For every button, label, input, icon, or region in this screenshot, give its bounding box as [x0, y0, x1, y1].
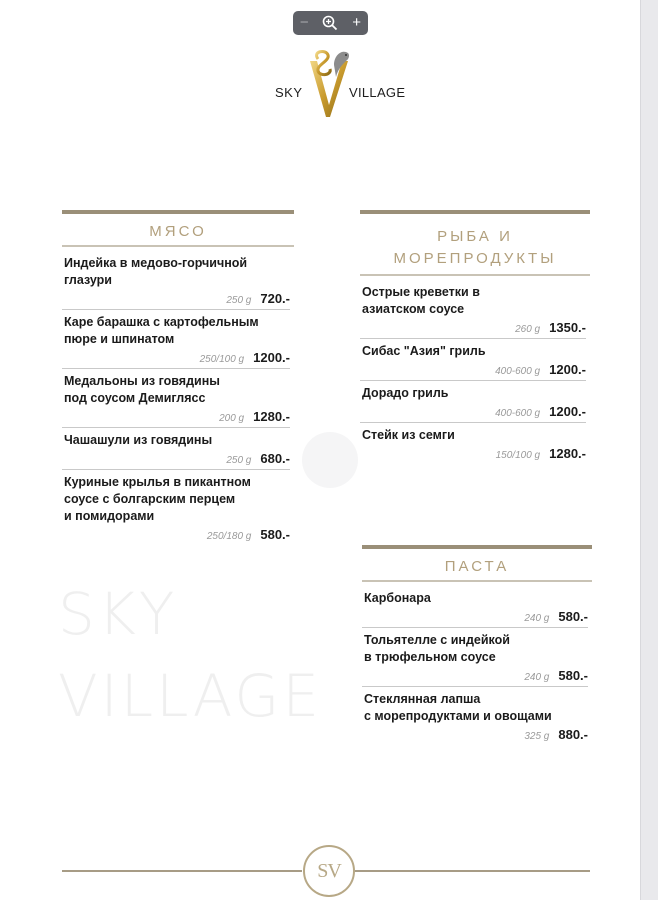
item-name: Карбонара [364, 591, 431, 605]
footer-rule-left [62, 870, 302, 872]
item-price: 580.- [558, 668, 588, 683]
item-name: Острые креветки в азиатском соусе [362, 285, 480, 316]
menu-item [362, 590, 592, 628]
item-weight: 400-600 g [495, 408, 541, 419]
section-under-rule [62, 245, 294, 247]
item-weight: 240 g [524, 613, 550, 624]
menu-item [360, 427, 590, 464]
magnifier-icon [322, 15, 338, 31]
menu-item [360, 343, 590, 381]
section-title: РЫБА И МОРЕПРОДУКТЫ [393, 228, 557, 267]
item-name: Каре барашка с картофельным пюре и шпинатом [64, 315, 259, 346]
zoom-out-button[interactable]: − [299, 14, 309, 31]
item-name: Медальоны из говядины под соусом Демиглясс [64, 374, 220, 405]
item-weight: 325 g [524, 731, 550, 742]
divider [362, 686, 588, 687]
item-name: Чашашули из говядины [64, 433, 213, 447]
divider [360, 338, 586, 339]
section-under-rule [360, 274, 590, 276]
item-weight: 200 g [219, 413, 245, 424]
logo-word-sky: SKY [275, 85, 303, 100]
item-price: 1200.- [549, 404, 586, 419]
item-weight: 250 g [226, 295, 252, 306]
sv-badge-logo: SV [303, 845, 355, 897]
section-meat [62, 210, 294, 545]
item-name: Куриные крылья в пикантном соусе с болгарским перцем и помидорами [64, 475, 251, 523]
footer-rule-right [354, 870, 590, 872]
item-name: Индейка в медово-горчичной глазури [64, 256, 248, 287]
menu-item [62, 314, 294, 369]
item-name: Стеклянная лапша с морепродуктами и овощами [364, 692, 552, 723]
logo-word-village: VILLAGE [349, 85, 406, 100]
item-name: Тольятелле с индейкой в трюфельном соусе [364, 633, 510, 664]
watermark-sky: SKY [58, 580, 178, 648]
item-price: 720.- [260, 291, 290, 306]
item-price: 580.- [260, 527, 290, 542]
item-weight: 250/100 g [199, 354, 245, 365]
menu-item [362, 632, 592, 687]
divider [62, 427, 290, 428]
section-fish [360, 210, 590, 464]
divider [360, 422, 586, 423]
item-price: 580.- [558, 609, 588, 624]
watermark-village: VILLAGE [58, 662, 322, 730]
menu-item [360, 284, 590, 339]
item-price: 1200.- [549, 362, 586, 377]
divider [62, 368, 290, 369]
brand-logo [270, 45, 410, 125]
divider [62, 309, 290, 310]
item-weight: 260 g [515, 324, 541, 335]
menu-item [62, 432, 294, 470]
item-name: Дорадо гриль [362, 386, 449, 400]
item-price: 1280.- [549, 446, 586, 461]
item-price: 1200.- [253, 350, 290, 365]
zoom-reset-button[interactable] [322, 15, 338, 31]
menu-item [62, 373, 294, 428]
item-name: Сибас "Азия" гриль [362, 344, 486, 358]
section-under-rule [362, 580, 592, 582]
menu-item [360, 385, 590, 423]
divider [360, 380, 586, 381]
divider [362, 627, 588, 628]
item-weight: 250 g [226, 455, 252, 466]
menu-item [362, 691, 592, 745]
zoom-in-button[interactable]: + [352, 14, 362, 31]
item-price: 1280.- [253, 409, 290, 424]
section-title: МЯСО [149, 223, 207, 240]
item-weight: 240 g [524, 672, 550, 683]
menu-item [62, 255, 294, 310]
item-price: 1350.- [549, 320, 586, 335]
item-price: 880.- [558, 727, 588, 742]
section-title: ПАСТА [444, 558, 510, 575]
divider [62, 469, 290, 470]
item-weight: 400-600 g [495, 366, 541, 377]
item-weight: 250/180 g [206, 531, 252, 542]
item-weight: 150/100 g [495, 450, 541, 461]
sv-logo-mark-icon [304, 47, 354, 119]
center-watermark-icon [302, 432, 358, 488]
section-pasta [362, 545, 592, 745]
menu-item [62, 474, 294, 545]
item-name: Стейк из семги [362, 428, 455, 442]
zoom-toolbar [293, 11, 368, 35]
item-price: 680.- [260, 451, 290, 466]
